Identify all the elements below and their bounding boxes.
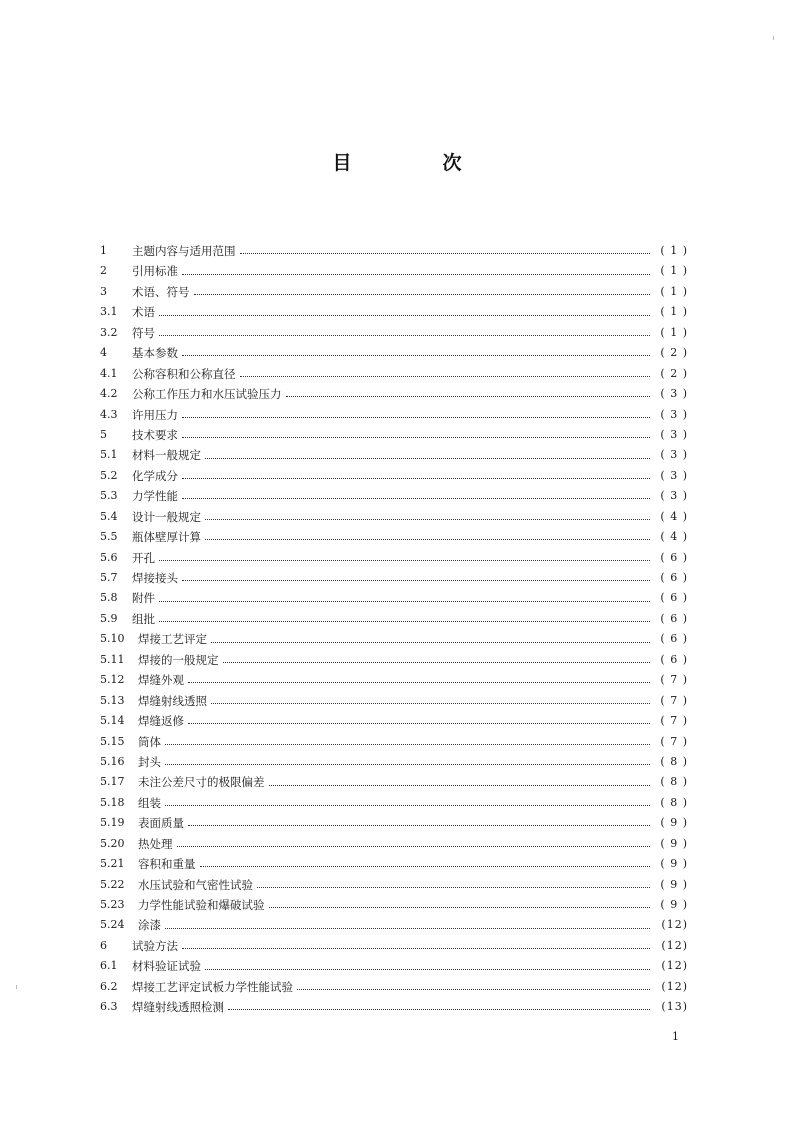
toc-leader-dots [182,466,650,486]
toc-entry-page: (12) [661,938,688,952]
toc-entry [100,875,688,895]
toc-leader-dots [188,813,650,833]
toc-entry-page: ( 9 ) [660,857,688,871]
toc-entry-page: ( 7 ) [660,693,688,707]
toc-entry-page: ( 6 ) [660,632,688,646]
toc-entry [100,548,688,568]
toc-entry-number: 5.4 [100,509,118,523]
toc-leader-dots [159,609,650,629]
toc-entry-number: 5.12 [100,673,125,687]
toc-entry-page: (12) [661,959,688,973]
toc-entry-page: ( 1 ) [660,244,688,257]
toc-leader-dots [286,384,651,404]
toc-entry-number: 5.13 [100,693,125,707]
toc-entry-number: 5.15 [100,734,125,748]
toc-entry-page: ( 9 ) [660,877,688,891]
toc-entry [100,752,688,772]
toc-entry-number: 5.3 [100,489,118,503]
toc-entry-title: 瓶体壁厚计算 [132,530,201,545]
toc-entry-number: 4 [100,346,107,360]
toc-leader-dots [205,446,650,466]
toc-entry-page: ( 3 ) [660,427,688,441]
toc-entry [100,813,688,833]
toc-entry-title: 筒体 [138,734,161,749]
toc-leader-dots [165,732,650,752]
toc-entry [100,670,688,690]
toc-entry-number: 5.21 [100,857,125,871]
toc-entry-page: ( 3 ) [660,387,688,401]
toc-entry-title: 力学性能试验和爆破试验 [138,898,265,912]
toc-entry [100,915,688,935]
toc-entry-number: 2 [100,264,107,278]
toc-entry-title: 组装 [138,795,161,810]
toc-entry-number: 6.2 [100,979,118,993]
toc-entry-number: 4.3 [100,407,118,421]
toc-entry [100,261,688,281]
toc-entry-page: ( 9 ) [660,836,688,850]
toc-entry-title: 试验方法 [132,938,178,953]
toc-entry-title: 附件 [132,591,155,606]
toc-entry-title: 表面质量 [138,816,184,831]
toc-entry [100,527,688,547]
toc-entry-number: 5.23 [100,898,125,911]
toc-leader-dots [165,752,650,772]
toc-entry-page: ( 3 ) [660,468,688,482]
toc-entry [100,691,688,711]
toc-entry-title: 设计一般规定 [132,509,201,524]
toc-entry-number: 5.11 [100,652,125,666]
toc-entry-title: 涂漆 [138,918,161,933]
table-of-contents [100,241,688,1018]
toc-entry-page: ( 8 ) [660,795,688,809]
toc-entry-number: 5.7 [100,571,118,584]
toc-entry-page: ( 6 ) [660,591,688,605]
toc-entry [100,486,688,506]
toc-entry-page: ( 7 ) [660,734,688,748]
toc-leader-dots [297,977,650,997]
toc-entry-page: ( 8 ) [660,754,688,768]
toc-entry [100,936,688,956]
toc-entry-page: ( 6 ) [660,652,688,666]
toc-entry [100,732,688,752]
toc-entry [100,609,688,629]
toc-leader-dots [188,670,650,690]
toc-entry-title: 材料验证试验 [132,959,201,974]
toc-entry-title: 热处理 [138,836,173,851]
toc-entry [100,895,688,915]
toc-entry-page: ( 1 ) [660,325,688,339]
toc-leader-dots [228,997,650,1017]
toc-entry-title: 化学成分 [132,468,178,483]
toc-entry-title: 容积和重量 [138,857,196,872]
toc-leader-dots [182,568,650,588]
toc-entry-title: 焊接工艺评定试板力学性能试验 [132,979,293,994]
toc-entry-title: 焊缝外观 [138,673,184,688]
toc-entry-page: ( 6 ) [660,550,688,564]
toc-entry-number: 3 [100,284,107,298]
toc-entry-number: 4.1 [100,366,118,380]
toc-entry-title: 开孔 [132,550,155,565]
toc-entry-title: 术语 [132,305,155,320]
toc-entry-title: 基本参数 [132,346,178,361]
toc-leader-dots [177,834,651,854]
toc-entry [100,425,688,445]
toc-entry-page: ( 1 ) [660,305,688,319]
toc-entry-number: 4.2 [100,387,118,401]
toc-entry-number: 3.1 [100,305,118,319]
toc-entry [100,364,688,384]
toc-entry [100,568,688,588]
toc-entry-title: 焊接接头 [132,571,178,585]
toc-entry-title: 焊接的一般规定 [138,652,219,667]
toc-entry-title: 焊接工艺评定 [138,632,207,647]
toc-leader-dots [182,262,650,282]
toc-entry [100,997,688,1017]
toc-entry-page: (12) [661,918,688,932]
toc-entry-title: 水压试验和气密性试验 [138,877,253,892]
toc-entry-page: ( 3 ) [660,407,688,421]
toc-entry-number: 5.22 [100,877,125,891]
toc-entry-number: 5.5 [100,530,118,544]
toc-leader-dots [200,854,651,874]
toc-leader-dots [182,405,650,425]
toc-entry [100,343,688,363]
toc-leader-dots [240,241,651,261]
toc-entry-title: 主题内容与适用范围 [132,244,236,258]
toc-leader-dots [240,364,651,384]
toc-entry-title: 组批 [132,611,155,626]
toc-leader-dots [182,486,650,506]
toc-entry [100,507,688,527]
toc-entry-number: 5.18 [100,795,125,809]
toc-entry-page: ( 2 ) [660,346,688,360]
toc-entry [100,445,688,465]
toc-leader-dots [159,548,650,568]
toc-entry-number: 6 [100,938,107,952]
toc-entry-page: ( 9 ) [660,816,688,830]
toc-entry-page: ( 3 ) [660,489,688,503]
toc-entry [100,588,688,608]
toc-leader-dots [223,650,651,670]
toc-entry-page: ( 4 ) [660,509,688,523]
toc-leader-dots [159,303,650,323]
toc-leader-dots [182,425,650,445]
toc-entry-number: 5.16 [100,754,125,768]
toc-leader-dots [182,936,650,956]
toc-entry-page: ( 8 ) [660,775,688,789]
toc-entry [100,650,688,670]
page-number: 1 [672,1030,679,1043]
toc-entry-page: ( 4 ) [660,530,688,544]
toc-entry-page: ( 2 ) [660,366,688,380]
toc-entry-number: 5.19 [100,816,125,830]
toc-leader-dots [182,343,650,363]
toc-entry-page: ( 9 ) [660,898,688,911]
toc-entry-page: (13) [661,1000,688,1014]
toc-entry-page: ( 7 ) [660,714,688,728]
toc-entry [100,282,688,302]
toc-leader-dots [165,916,650,936]
toc-entry-number: 5.20 [100,836,125,850]
toc-leader-dots [205,527,650,547]
toc-entry-page: (12) [661,979,688,993]
toc-entry-page: ( 6 ) [660,611,688,625]
toc-leader-dots [194,282,651,302]
toc-entry [100,302,688,322]
toc-entry [100,711,688,731]
toc-leader-dots [159,323,650,343]
toc-entry [100,977,688,997]
toc-entry-page: ( 3 ) [660,448,688,462]
toc-entry [100,384,688,404]
toc-entry [100,772,688,792]
toc-entry-number: 5.17 [100,775,125,789]
toc-entry-page: ( 7 ) [660,673,688,687]
toc-entry-title: 公称容积和公称直径 [132,366,236,381]
toc-entry-title: 术语、符号 [132,284,190,299]
toc-entry-number: 5.10 [100,632,125,646]
toc-leader-dots [269,773,651,793]
toc-entry-title: 公称工作压力和水压试验压力 [132,387,282,402]
toc-entry-title: 焊缝射线透照 [138,693,207,708]
toc-entry-number: 1 [100,244,107,257]
toc-entry-title: 力学性能 [132,489,178,504]
toc-entry-number: 5.24 [100,918,125,932]
toc-entry-number: 5.1 [100,448,118,462]
toc-entry-title: 引用标准 [132,264,178,279]
toc-entry-page: ( 1 ) [660,284,688,298]
toc-entry [100,834,688,854]
toc-entry-number: 5.9 [100,611,118,625]
toc-entry [100,956,688,976]
toc-entry-number: 5.8 [100,591,118,605]
toc-entry [100,629,688,649]
toc-leader-dots [188,711,650,731]
toc-leader-dots [205,507,650,527]
toc-leader-dots [257,875,650,895]
toc-entry-page: ( 6 ) [660,571,688,584]
toc-entry-number: 5.6 [100,550,118,564]
toc-entry [100,405,688,425]
toc-entry-title: 焊缝返修 [138,714,184,729]
toc-entry-number: 3.2 [100,325,118,339]
toc-entry-title: 焊缝射线透照检测 [132,1000,224,1015]
scan-speck [773,36,774,40]
toc-leader-dots [205,957,650,977]
toc-entry [100,323,688,343]
toc-leader-dots [211,691,650,711]
toc-leader-dots [211,630,650,650]
toc-leader-dots [269,895,651,915]
toc-entry-title: 未注公差尺寸的极限偏差 [138,775,265,790]
toc-entry-number: 6.3 [100,1000,118,1014]
page-title: 目 次 [332,152,498,174]
toc-entry-title: 封头 [138,754,161,769]
toc-leader-dots [159,589,650,609]
toc-entry-title: 技术要求 [132,427,178,442]
toc-leader-dots [165,793,650,813]
toc-entry-number: 5.14 [100,714,125,728]
toc-entry-title: 许用压力 [132,407,178,422]
toc-entry-number: 5 [100,427,107,441]
toc-entry [100,854,688,874]
toc-entry-number: 6.1 [100,959,118,973]
toc-entry-number: 5.2 [100,468,118,482]
toc-entry [100,241,688,261]
toc-entry [100,793,688,813]
toc-entry-title: 材料一般规定 [132,448,201,463]
toc-entry-title: 符号 [132,325,155,340]
toc-entry-page: ( 1 ) [660,264,688,278]
scan-speck [16,985,17,989]
toc-entry [100,466,688,486]
